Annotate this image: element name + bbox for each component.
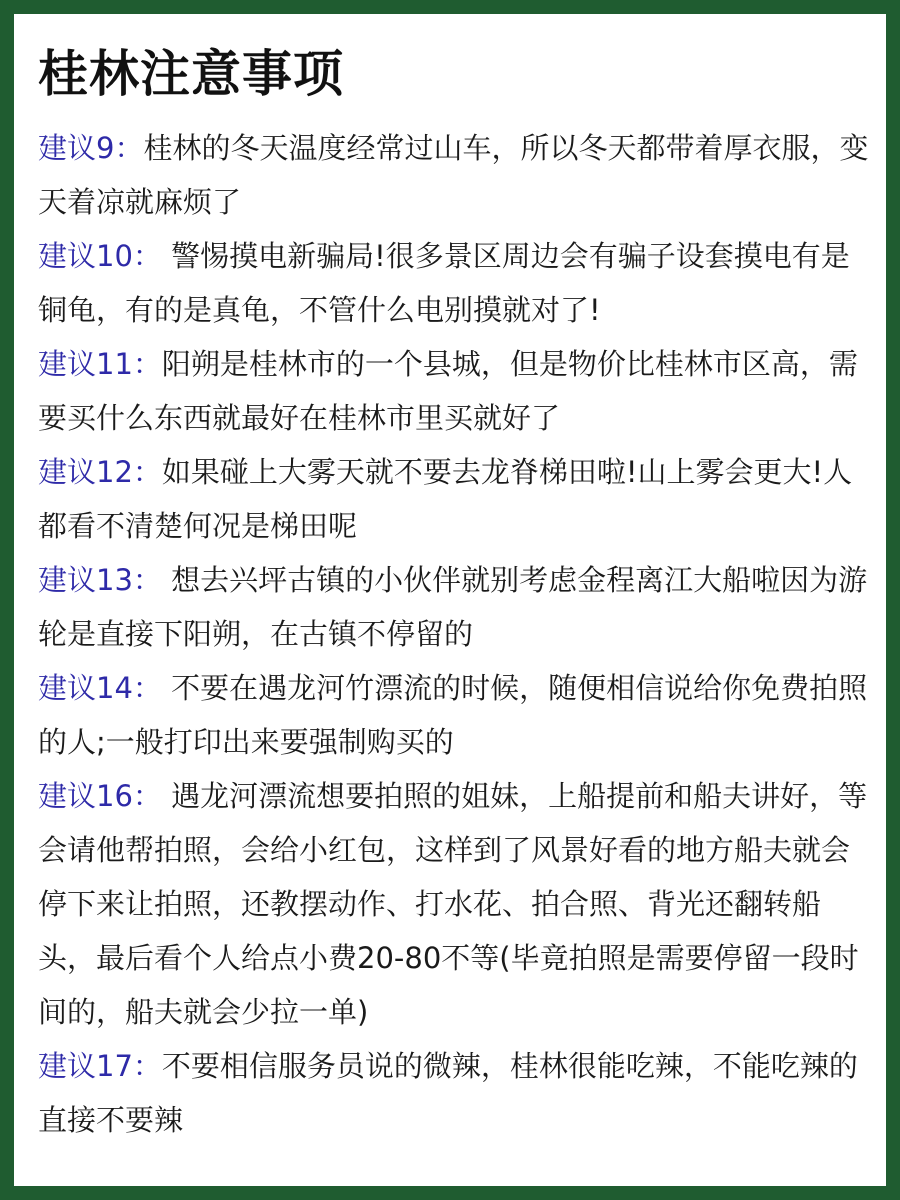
tip-17 <box>38 1039 878 1147</box>
tip-16 <box>38 769 878 1039</box>
tip-label: 建议11 <box>38 347 133 381</box>
tip-text: 想去兴坪古镇的小伙伴就别考虑金程离江大船啦因为游轮是直接下阳朔，在古镇不停留的 <box>38 563 868 651</box>
tip-13 <box>38 553 878 661</box>
tip-text: 遇龙河漂流想要拍照的姐妹，上船提前和船夫讲好，等会请他帮拍照，会给小红包，这样到了风景好看的地方船夫就会停下来让拍照，还教摆动作、打水花、拍合照、背光还翻转船头，最后看个人给点小费20-80不等(毕竟拍照是需要停留一段时间的，船夫就会少拉一单) <box>38 779 868 1029</box>
tip-label: 建议17 <box>38 1049 133 1083</box>
tip-label: 建议9 <box>38 131 115 165</box>
tip-separator: ： <box>132 347 162 381</box>
tip-text: 不要相信服务员说的微辣，桂林很能吃辣，不能吃辣的直接不要辣 <box>38 1049 858 1137</box>
tip-label: 建议16 <box>38 779 133 813</box>
tips-list <box>38 121 878 1147</box>
tip-separator: ： <box>132 455 162 489</box>
tip-label: 建议10 <box>38 239 133 273</box>
tip-14 <box>38 661 878 769</box>
tip-separator: ： <box>132 563 162 597</box>
tip-separator: ： <box>132 671 162 705</box>
tip-separator: ： <box>132 779 162 813</box>
tip-text: 警惕摸电新骗局!很多景区周边会有骗子设套摸电有是铜龟，有的是真龟，不管什么电别摸就对了! <box>38 239 850 327</box>
page-content <box>28 28 872 1172</box>
tip-text: 如果碰上大雾天就不要去龙脊梯田啦!山上雾会更大!人都看不清楚何况是梯田呢 <box>38 455 853 543</box>
tip-separator: ： <box>132 1049 162 1083</box>
tip-text: 阳朔是桂林市的一个县城，但是物价比桂林市区高，需要买什么东西就最好在桂林市里买就好了 <box>38 347 858 435</box>
tip-label: 建议13 <box>38 563 133 597</box>
page-title: 桂林注意事项 <box>38 45 344 103</box>
tip-text: 桂林的冬天温度经常过山车，所以冬天都带着厚衣服，变天着凉就麻烦了 <box>38 131 869 219</box>
tip-10 <box>38 229 878 337</box>
tip-label: 建议14 <box>38 671 133 705</box>
tip-12 <box>38 445 878 553</box>
tip-label: 建议12 <box>38 455 133 489</box>
tip-separator: ： <box>132 239 162 273</box>
tip-11 <box>38 337 878 445</box>
tip-9 <box>38 121 878 229</box>
tip-separator: ： <box>114 131 144 165</box>
tip-text: 不要在遇龙河竹漂流的时候，随便相信说给你免费拍照的人;一般打印出来要强制购买的 <box>38 671 868 759</box>
